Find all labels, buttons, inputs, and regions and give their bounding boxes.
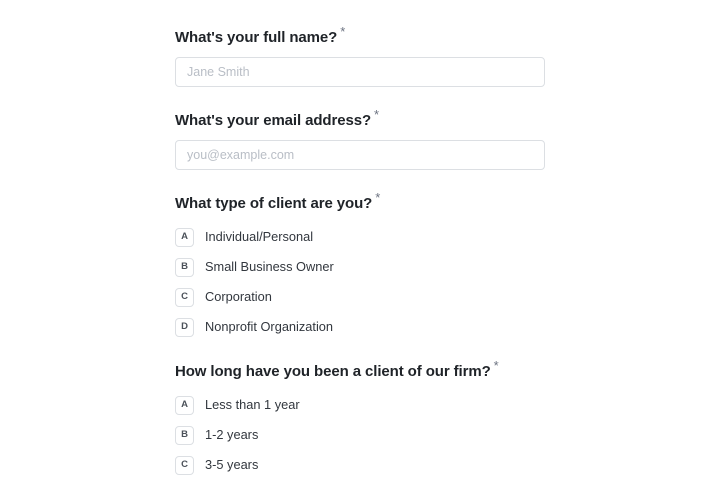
- question-text-email-address: What's your email address?: [175, 112, 372, 129]
- email-address-input[interactable]: [175, 140, 545, 170]
- question-label-client-tenure: [175, 356, 545, 382]
- choice-option-client-type-d[interactable]: [175, 312, 545, 342]
- required-asterisk-client-tenure: *: [493, 358, 499, 373]
- top-spacer: [175, 0, 545, 22]
- question-text-client-tenure: How long have you been a client of our firm?: [175, 363, 491, 380]
- question-label-email-address: [175, 105, 545, 131]
- choice-label-client-type-c: Corporation: [205, 289, 272, 304]
- choice-key-a: A: [175, 396, 194, 415]
- choice-option-client-type-b[interactable]: [175, 252, 545, 282]
- choice-list-client-tenure: [175, 390, 545, 480]
- choice-label-client-type-d: Nonprofit Organization: [205, 319, 334, 334]
- survey-form: [175, 0, 545, 480]
- question-client-type: [175, 188, 545, 342]
- question-label-full-name: [175, 22, 545, 48]
- gap-1: [175, 87, 545, 105]
- choice-option-client-tenure-b[interactable]: [175, 420, 545, 450]
- choice-key-b: B: [175, 426, 194, 445]
- question-email-address: [175, 105, 545, 170]
- full-name-input[interactable]: [175, 57, 545, 87]
- choice-list-client-type: [175, 222, 545, 342]
- choice-label-client-type-b: Small Business Owner: [205, 259, 334, 274]
- choice-key-c: C: [175, 456, 194, 475]
- choice-option-client-type-a[interactable]: [175, 222, 545, 252]
- choice-option-client-tenure-c[interactable]: [175, 450, 545, 480]
- required-asterisk-full-name: *: [340, 24, 346, 39]
- required-asterisk-email-address: *: [374, 107, 379, 122]
- question-full-name: [175, 22, 545, 87]
- choice-label-client-tenure-c: 3-5 years: [205, 457, 259, 472]
- choice-key-a: A: [175, 228, 194, 247]
- question-text-client-type: What type of client are you?: [175, 195, 373, 212]
- question-client-tenure: [175, 356, 545, 480]
- question-label-client-type: [175, 188, 545, 214]
- choice-key-b: B: [175, 258, 194, 277]
- choice-key-c: C: [175, 288, 194, 307]
- gap-3: [175, 342, 545, 356]
- choice-label-client-type-a: Individual/Personal: [205, 229, 314, 244]
- choice-option-client-type-c[interactable]: [175, 282, 545, 312]
- choice-option-client-tenure-a[interactable]: [175, 390, 545, 420]
- choice-key-d: D: [175, 318, 194, 337]
- required-asterisk-client-type: *: [375, 190, 381, 205]
- gap-2: [175, 170, 545, 188]
- question-text-full-name: What's your full name?: [175, 29, 338, 46]
- choice-label-client-tenure-a: Less than 1 year: [205, 397, 300, 412]
- choice-label-client-tenure-b: 1-2 years: [205, 427, 259, 442]
